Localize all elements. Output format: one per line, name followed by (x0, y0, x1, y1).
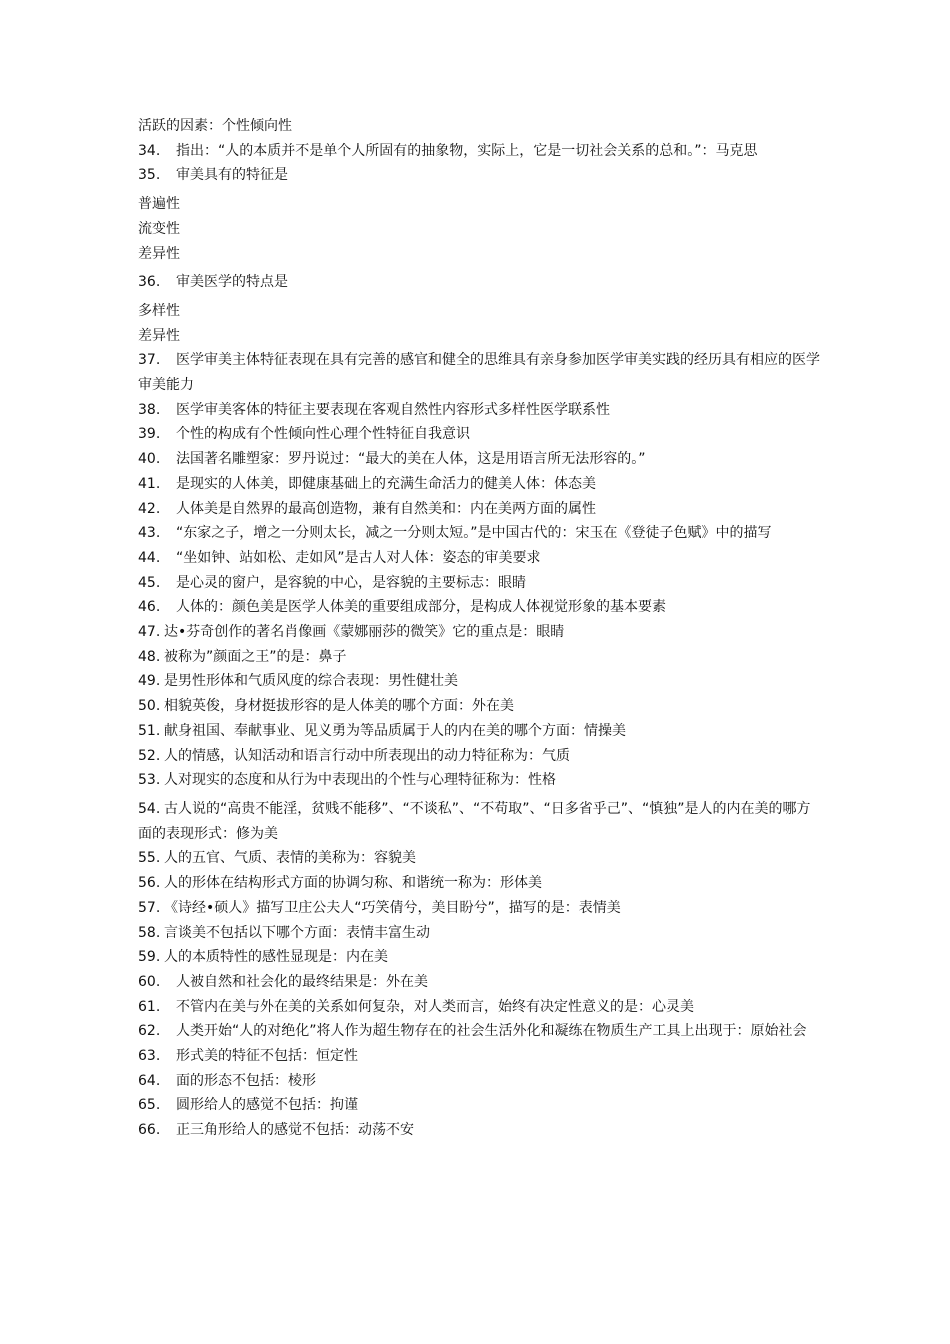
item-text: 审美医学的特点是 (176, 274, 288, 291)
item-text: 是男性形体和气质风度的综合表现：男性健壮美 (164, 673, 458, 690)
item-text: 普遍性 (138, 196, 180, 213)
item-text: 人的五官、气质、表情的美称为：容貌美 (164, 850, 416, 867)
item-number: 38. (138, 401, 161, 418)
item-number: 66. (138, 1122, 161, 1139)
item-text: 医学审美客体的特征主要表现在客观自然性内容形式多样性医学联系性 (176, 401, 610, 418)
item-text: 人对现实的态度和从行为中表现出的个性与心理特征称为：性格 (164, 772, 556, 789)
item-text: 正三角形给人的感觉不包括：动荡不安 (176, 1122, 414, 1139)
text-line (138, 846, 823, 871)
text-line (138, 521, 823, 546)
item-text: 人体的：颜色美是医学人体美的重要组成部分，是构成人体视觉形象的基本要素 (176, 599, 666, 616)
text-line (138, 242, 823, 267)
item-number: 43. (138, 525, 161, 542)
text-line (138, 1019, 823, 1044)
item-number: 48. (138, 648, 161, 665)
item-text: 差异性 (138, 245, 180, 262)
text-line (138, 719, 823, 744)
item-number: 36. (138, 274, 161, 291)
item-text: 差异性 (138, 327, 180, 344)
item-text: 献身祖国、奉献事业、见义勇为等品质属于人的内在美的哪个方面：情操美 (164, 722, 626, 739)
item-number: 54. (138, 800, 161, 817)
item-number: 35. (138, 167, 161, 184)
item-number: 55. (138, 850, 161, 867)
text-line (138, 744, 823, 769)
item-text: 圆形给人的感觉不包括：拘谨 (176, 1097, 358, 1114)
item-text: 指出：“人的本质并不是单个人所固有的抽象物，实际上，它是一切社会关系的总和。”：马克思 (176, 142, 758, 159)
item-text: 审美具有的特征是 (176, 167, 288, 184)
item-text: 流变性 (138, 220, 180, 237)
text-line (138, 1044, 823, 1069)
text-line (138, 270, 823, 295)
item-number: 51. (138, 722, 161, 739)
item-number: 34. (138, 142, 161, 159)
item-number: 61. (138, 998, 161, 1015)
item-text: 不管内在美与外在美的关系如何复杂，对人类而言，始终有决定性意义的是：心灵美 (176, 998, 694, 1015)
item-number: 37. (138, 352, 161, 369)
item-number: 39. (138, 426, 161, 443)
text-line (138, 669, 823, 694)
item-number: 59. (138, 949, 161, 966)
item-text: 是心灵的窗户，是容貌的中心，是容貌的主要标志：眼睛 (176, 574, 526, 591)
item-number: 62. (138, 1023, 161, 1040)
item-text: 面的形态不包括：棱形 (176, 1072, 316, 1089)
text-line (138, 217, 823, 242)
text-line (138, 797, 823, 846)
item-text: 形式美的特征不包括：恒定性 (176, 1048, 358, 1065)
item-number: 42. (138, 500, 161, 517)
text-line (138, 299, 823, 324)
item-number: 52. (138, 747, 161, 764)
item-text: 法国著名雕塑家：罗丹说过：“最大的美在人体，这是用语言所无法形容的。” (176, 451, 646, 468)
text-line (138, 896, 823, 921)
item-number: 63. (138, 1048, 161, 1065)
text-line (138, 1093, 823, 1118)
text-line (138, 447, 823, 472)
text-line (138, 114, 823, 139)
item-text: 达•芬奇创作的著名肖像画《蒙娜丽莎的微笑》它的重点是：眼睛 (164, 624, 565, 641)
item-text: 医学审美主体特征表现在具有完善的感官和健全的思维具有亲身参加医学审美实践的经历具有相应的医学审美能力 (138, 352, 820, 394)
item-text: 人类开始“人的对绝化”将人作为超生物存在的社会生活外化和凝练在物质生产工具上出现于：原始社会 (176, 1023, 807, 1040)
item-text: 多样性 (138, 302, 180, 319)
text-line (138, 546, 823, 571)
text-line (138, 472, 823, 497)
item-number: 60. (138, 973, 161, 990)
item-number: 47. (138, 624, 161, 641)
text-line (138, 139, 823, 164)
text-line (138, 921, 823, 946)
text-line (138, 970, 823, 995)
item-number: 40. (138, 451, 161, 468)
item-text: 相貌英俊，身材挺拔形容的是人体美的哪个方面：外在美 (164, 698, 514, 715)
item-text: 古人说的“高贵不能淫，贫贱不能移”、“不谈私”、“不苟取”、“日多省乎己”、“慎独”是人的内在美的哪方面的表现形式：修为美 (138, 800, 811, 842)
item-number: 41. (138, 475, 161, 492)
text-line (138, 871, 823, 896)
item-number: 65. (138, 1097, 161, 1114)
text-line (138, 1118, 823, 1143)
item-number: 64. (138, 1072, 161, 1089)
item-text: 活跃的因素：个性倾向性 (138, 118, 292, 134)
item-number: 44. (138, 549, 161, 566)
item-text: 是现实的人体美，即健康基础上的充满生命活力的健美人体：体态美 (176, 475, 596, 492)
text-line (138, 945, 823, 970)
document-page (138, 114, 823, 1143)
text-line (138, 595, 823, 620)
text-line (138, 398, 823, 423)
text-line (138, 192, 823, 217)
text-line (138, 694, 823, 719)
text-line (138, 497, 823, 522)
item-text: 人的情感，认知活动和语言行动中所表现出的动力特征称为：气质 (164, 747, 570, 764)
text-line (138, 422, 823, 447)
item-number: 56. (138, 875, 161, 892)
item-text: 《诗经•硕人》描写卫庄公夫人“巧笑倩兮，美目盼兮”，描写的是：表情美 (164, 899, 621, 916)
text-line (138, 571, 823, 596)
text-line (138, 324, 823, 349)
item-number: 58. (138, 924, 161, 941)
text-line (138, 348, 823, 397)
item-text: 人体美是自然界的最高创造物，兼有自然美和：内在美两方面的属性 (176, 500, 596, 517)
item-text: “坐如钟、站如松、走如风”是古人对人体：姿态的审美要求 (176, 549, 541, 566)
item-number: 50. (138, 698, 161, 715)
item-text: “东家之子，增之一分则太长，减之一分则太短。”是中国古代的：宋玉在《登徒子色赋》中的描写 (176, 525, 772, 542)
text-line (138, 1069, 823, 1094)
text-line (138, 645, 823, 670)
item-number: 46. (138, 599, 161, 616)
item-text: 人的本质特性的感性显现是：内在美 (164, 949, 388, 966)
item-text: 个性的构成有个性倾向性心理个性特征自我意识 (176, 426, 470, 443)
text-line (138, 995, 823, 1020)
item-number: 49. (138, 673, 161, 690)
text-line (138, 768, 823, 793)
item-text: 言谈美不包括以下哪个方面：表情丰富生动 (164, 924, 430, 941)
text-line (138, 620, 823, 645)
text-line (138, 163, 823, 188)
item-text: 人被自然和社会化的最终结果是：外在美 (176, 973, 428, 990)
item-number: 45. (138, 574, 161, 591)
item-text: 人的形体在结构形式方面的协调匀称、和谐统一称为：形体美 (164, 875, 542, 892)
item-number: 57. (138, 899, 161, 916)
item-number: 53. (138, 772, 161, 789)
item-text: 被称为”颜面之王”的是：鼻子 (164, 648, 347, 665)
